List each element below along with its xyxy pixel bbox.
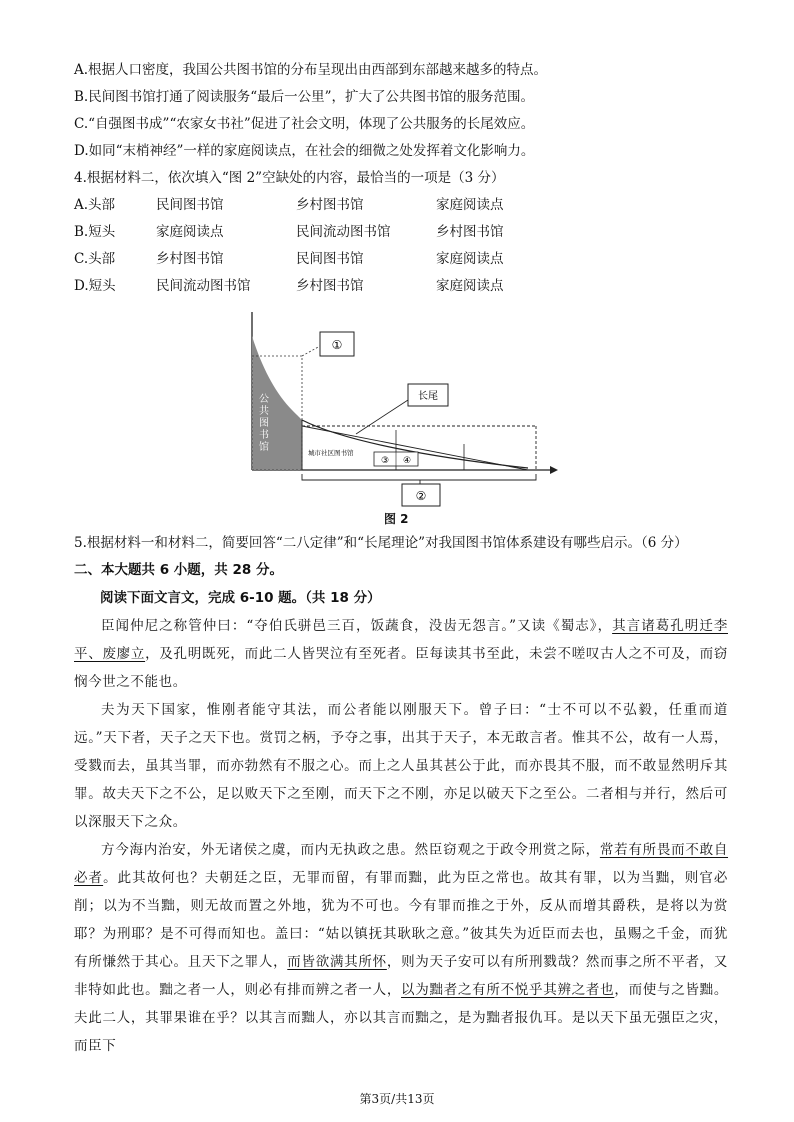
q5-stem: 5.根据材料一和材料二，简要回答“二八定律”和“长尾理论”对我国图书馆体系建设有哪些启示。（6 分） [74,535,688,551]
q3-option-d: D.如同“末梢神经”一样的家庭阅读点，在社会的细微之处发挥着文化影响力。 [74,143,535,159]
public-library-char-2: 共 [259,406,269,417]
underlined-sentence-4: 以为黜者之有所不悦乎其辨之者也 [401,982,615,998]
q4-b-2: 民间流动图书馆 [296,224,391,240]
public-library-vertical-label [259,394,269,453]
underlined-sentence-2: 常若有所畏而不敢自必者 [74,842,729,886]
q4-a-2: 乡村图书馆 [296,197,364,213]
q4-a-1: 民间图书馆 [156,197,224,213]
x-axis-arrow [550,466,558,474]
box3-label: ③ [380,456,390,466]
public-library-char-5: 馆 [259,442,269,453]
q3-option-c: C.“自强图书成”“农家女书社”促进了社会文明，体现了公共服务的长尾效应。 [74,116,535,132]
page-footer: 第3页/共13页 [359,1092,435,1106]
passage-paragraph-2: 夫为天下国家，惟刚者能守其法，而公者能以刚服天下。曾子曰：“士不可以不弘毅，任重而道远。”天下者，天子之天下也。赏罚之柄，予夺之事，出其于天子，本无敢言者。惟其不公，故有一人焉，受戮而去，虽其当罪，而亦勃然有不服之心。而上之人虽其甚公于此，而亦畏其不服，而不敢显然明斥其罪。故夫天下之不公，足以败天下之至刚，而天下之不刚，亦足以破天下之至公。二者相与并行，然后可以深服天下之众。 [74,702,728,830]
section-2-instruction: 阅读下面文言文，完成 6-10 题。（共 18 分） [100,590,381,606]
box4-label: ④ [402,456,412,466]
underlined-sentence-1: 其言诸葛孔明迁李平、废廖立 [74,618,728,662]
q4-c-1: 乡村图书馆 [156,251,224,267]
underlined-sentence-3: 而皆欲满其所怀 [287,954,387,970]
q4-b-1: 家庭阅读点 [156,224,224,240]
q4-c-label: C.头部 [74,251,116,267]
q4-b-label: B.短头 [74,224,116,240]
long-tail-label: 长尾 [418,391,438,402]
q4-a-3: 家庭阅读点 [436,197,504,213]
public-library-char-4: 书 [259,430,269,441]
public-library-char-3: 图 [259,418,269,429]
city-library-label: 城市社区图书馆 [308,449,354,457]
q3-option-a: A.根据人口密度，我国公共图书馆的分布呈现出由西部到东部越来越多的特点。 [74,62,548,78]
q4-c-3: 家庭阅读点 [436,251,504,267]
q4-stem: 4.根据材料二，依次填入“图 2”空缺处的内容，最恰当的一项是（3 分） [74,170,505,186]
tail-brace [302,474,536,480]
public-library-char-1: 公 [259,394,269,405]
passage-paragraph-3: 方今海内治安，外无诸侯之虞，而内无执政之患。然臣窃观之于政令刑赏之际，常若有所畏而不敢自必者。此其故何也？夫朝廷之臣，无罪而留，有罪而黜，此为臣之常也。故其有罪，以为当黜，则官必削；以为不当黜，则无故而置之外地，犹为不可也。今有罪而推之于外，反从而增其爵秩，是将以为赏耶？为刑耶？是不可得而知也。盖曰：“姑以镇抚其耿耿之意。”彼其失为近臣而去也，虽赐之千金，而犹有所慊然于其心。且天下之罪人，而皆欲满其所怀，则为天子安可以有所刑戮哉？然而事之所不平者，又非特如此也。黜之者一人，则必有排而辨之者一人，以为黜者之有所不悦乎其辨之者也，而使与之皆黜。夫此二人，其罪果谁在乎？以其言而黜人，亦以其言而黜之，是为黜者报仇耳。是以天下虽无强臣之灾，而臣下 [74,842,729,1054]
q4-c-2: 民间图书馆 [296,251,364,267]
long-tail-diagram [236,306,560,526]
box1-label: ① [331,338,343,352]
q4-d-2: 乡村图书馆 [296,278,364,294]
passage-paragraph-1: 臣闻仲尼之称管仲曰：“夺伯氏骈邑三百，饭蔬食，没齿无怨言。”又读《蜀志》，其言诸葛孔明迁李平、废廖立，及孔明既死，而此二人皆哭泣有至死者。臣每读其书至此，未尝不嗟叹古人之不可及，而窃悯今世之不能也。 [74,618,728,690]
q4-d-3: 家庭阅读点 [436,278,504,294]
q4-a-label: A.头部 [74,197,116,213]
figure-caption: 图 2 [384,512,409,526]
section-2-title: 二、本大题共 6 小题，共 28 分。 [74,562,283,578]
q3-option-b: B.民间图书馆打通了阅读服务“最后一公里”，扩大了公共图书馆的服务范围。 [74,89,535,105]
q4-b-3: 乡村图书馆 [436,224,504,240]
q4-d-label: D.短头 [74,278,116,294]
q4-d-1: 民间流动图书馆 [156,278,251,294]
box2-label: ② [415,489,427,503]
